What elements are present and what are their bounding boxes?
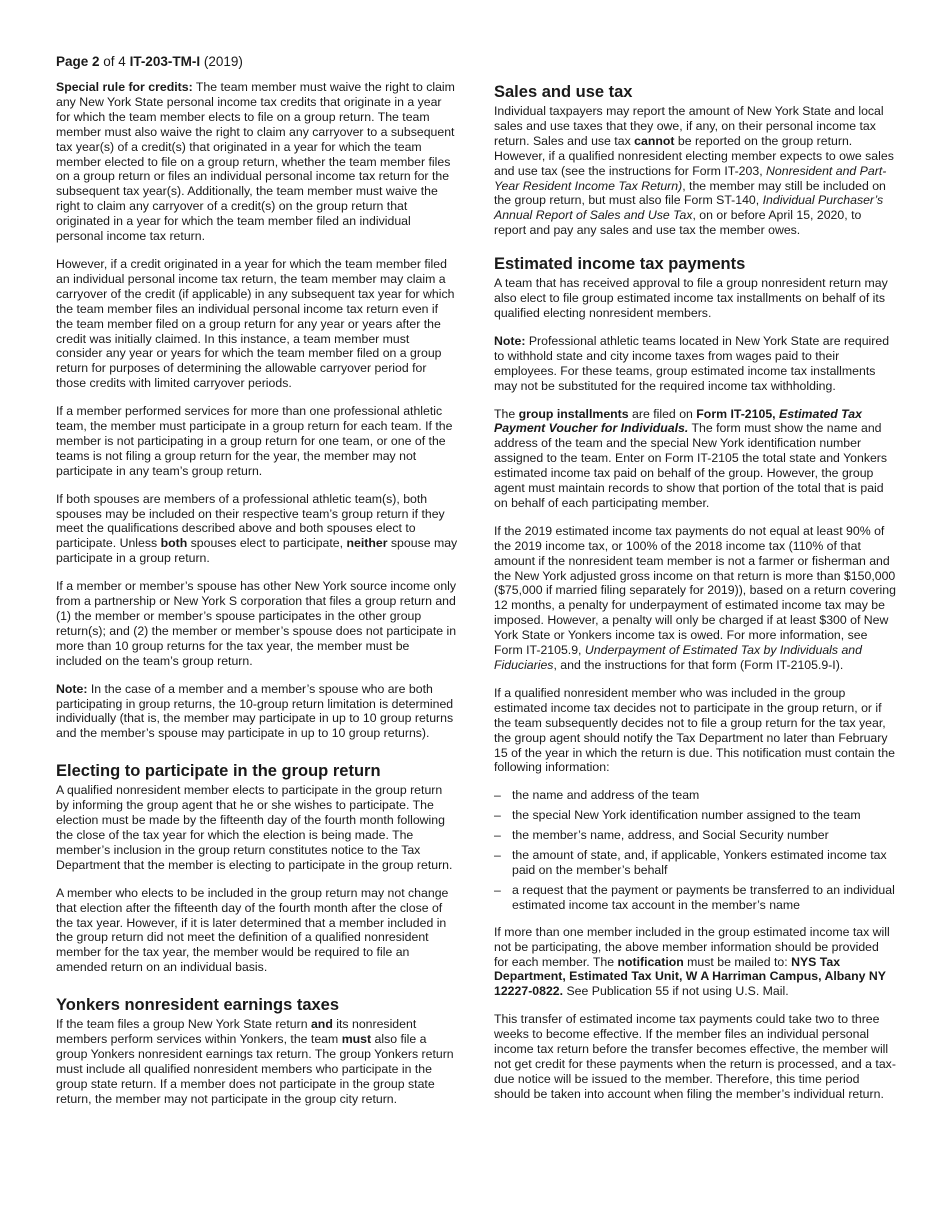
mailing-text-notification: notification [617,954,684,969]
mailing-text-c: must be mailed to: [683,954,792,969]
sales-text-e: , the member may still be included on the group return, but must also file Form ST-140, [494,178,886,208]
page-number: Page 2 [56,54,100,69]
spouses-text-a: If both spouses are members of a professional athletic team(s), both spouses may be included on their respective team’s group return if they meet the qualifications described above and both spouses elect to participate. Unless [56,491,445,551]
installments-text-a: The [494,406,519,421]
heading-electing: Electing to participate in the group return [56,762,381,781]
mailing-address: NYS Tax Department, Estimated Tax Unit, W A Harriman Campus, Albany NY 12227-0822. [494,954,886,999]
right-column [494,80,896,1115]
estimated-note-text: Professional athletic teams located in New York State are required to withhold state and city income taxes from wages paid to their employees. For these teams, group estimated income tax installments may not be substituted for the required income tax withholding. [494,333,890,393]
installments-text-c: are filed on [628,406,697,421]
yonkers-text-c: its nonresident members perform services within Yonkers, the team [56,1017,417,1047]
special-rule-lead: Special rule for credits: [56,80,193,94]
installments-text-title: Estimated Tax Payment Voucher for Individuals. [494,406,862,436]
estimated-note-lead: Note: [494,333,526,348]
page-header [56,54,243,70]
sales-text-c: be reported on the group return. However, if a qualified nonresident electing member expects to owe sales and use tax (see the instructions for Form IT-203, [494,133,894,178]
spouses-text-both: both [160,536,188,551]
special-rule-text: The team member must waive the right to claim any New York State personal income tax credits that originate in a year for which the team member elects to file on a group return. The team member must also waive the right to claim any carryover to a subsequent tax year(s) of a credit(s) that originated in a year for which the team member elected to file on a group return, whether the team member files on a group return or files an individual personal income tax return for the subsequent tax year(s). Additionally, the team member must waive the right to claim any carryover of a credit(s) on the group return that originated in a year for which the team member filed an individual personal income tax return. [56,80,455,244]
sales-paragraph [494,104,896,238]
page-total: of 4 [99,54,130,69]
penalty-paragraph [494,524,896,673]
left-column [56,80,458,1120]
notification-paragraph: If a qualified nonresident member who was included in the group estimated income tax decides not to participate in the group return, or if the team subsequently decides not to file a group return for the tax year, the group agent should notify the Tax Department no later than February 15 of the year in which the return is due. This notification must contain the following information: [494,685,896,775]
installments-text-form: Form IT-2105, [696,406,779,421]
group-installments-paragraph [494,407,896,511]
list-item: – the amount of state, and, if applicable, Yonkers estimated income tax paid on the member’s behalf [494,848,896,878]
yonkers-text-e: also file a group Yonkers nonresident earnings tax return. The group Yonkers return must include all qualified nonresident members who participate in the group state return. If a member does not participate in the group state return, the member may not participate in the group city return. [56,1032,454,1106]
note-text: In the case of a member and a member’s spouse who are both participating in group returns, the 10-group return limitation is determined individually (that is, the member may participate in up to 10 group returns and the member’s spouse may participate in up to 10 group returns). [56,681,454,741]
yonkers-paragraph [56,1017,458,1106]
mailing-text-e: See Publication 55 if not using U.S. Mail. [563,984,789,999]
penalty-text-a: If the 2019 estimated income tax payments do not equal at least 90% of the 2019 income tax, or 100% of the 2018 income tax (110% of that amount if the nonresident team member is not a farmer or fisherman and the New York adjusted gross income on that return is more than $150,000 ($75,000 if married filing separately for 2019)), based on a return covering 12 months, a penalty for underpayment of estimated income tax may be imposed. However, a penalty will only be charged if at least $300 of New York State or Yonkers income tax is owed. For more information, see Form IT-2105.9, [494,523,896,658]
sales-text-st140-title: Individual Purchaser’s Annual Report of Sales and Use Tax [494,193,884,223]
heading-yonkers: Yonkers nonresident earnings taxes [56,996,340,1015]
sales-text-form-title: Nonresident and Part-Year Resident Income Tax Return) [494,163,887,193]
note-lead: Note: [56,681,88,696]
electing-paragraph-1: A qualified nonresident member elects to participate in the group return by informing the group agent that he or she wishes to participate. The election must be made by the fifteenth day of the fourth month following the close of the tax year for which the election is being made. The member’s inclusion in the group return constitutes notice to the Tax Department that the member is electing to participate in the group return. [56,783,453,872]
spouses-text-neither: neither [346,536,388,551]
mailing-paragraph [494,925,896,1000]
installments-text-f: The form must show the name and address of the team and the special New York identification number assigned to the team. Enter on Form IT-2105 the total state and Yonkers estimated income tax paid on behalf of the group. However, the group agent must maintain records to show that portion of the total that is paid on behalf of each participating member. [494,421,888,510]
estimated-note-paragraph [494,334,896,394]
list-item: – a request that the payment or payments be transferred to an individual estimated income tax account in the member’s name [494,883,896,913]
heading-sales-use-tax: Sales and use tax [494,83,633,101]
list-item: – the member’s name, address, and Social Security number [494,828,896,843]
penalty-text-form-title: Underpayment of Estimated Tax by Individuals and Fiduciaries [494,643,862,672]
yonkers-text-a: If the team files a group New York State return [56,1017,311,1032]
installments-text-b: group installments [518,406,629,421]
notification-list [494,788,896,912]
yonkers-text-and: and [310,1017,333,1032]
special-rule-paragraph [56,80,458,244]
transfer-paragraph: This transfer of estimated income tax payments could take two to three weeks to become effective. If the member files an individual personal income tax return before the transfer becomes effective, the member will not get credit for these payments when the return is processed, and a tax-due notice will be issued to the member. Therefore, this time period should be taken into account when filing the member’s individual return. [494,1012,896,1101]
other-income-paragraph: If a member or member’s spouse has other New York source income only from a partnership or New York S corporation that files a group return and (1) the member or member’s spouse participates in the other group return(s); and (2) the member or member’s spouse does not participate in more than 10 group returns for the tax year, the member must be included on the team’s group return. [56,579,457,668]
list-item: – the name and address of the team [494,788,896,803]
sales-text-g: , on or before April 15, 2020, to report and pay any sales and use tax the member owes. [494,208,862,238]
note-paragraph [56,682,458,742]
yonkers-text-must: must [341,1032,372,1047]
spouses-text-e: spouse may participate in a group return. [56,536,458,566]
multiple-teams-paragraph: If a member performed services for more than one professional athletic team, the member must participate in a group return for each team. If the member is not participating in a group return for one team, or one of the teams is not filing a group return for the year, the member may not participate in any team’s group return. [56,404,453,478]
penalty-text-c: , and the instructions for that form (Form IT-2105.9-I). [553,658,844,672]
spouses-paragraph [56,492,458,567]
form-year: (2019) [200,54,243,69]
sales-text-a: Individual taxpayers may report the amount of New York State and local sales and use taxes that they owe, if any, on their personal income tax return. Sales and use tax [494,104,884,148]
estimated-paragraph-1: A team that has received approval to file a group nonresident return may also elect to file group estimated income tax installments on behalf of its qualified electing nonresident members. [494,276,888,320]
mailing-text-a: If more than one member included in the group estimated income tax will not be participating, the above member information should be provided for each member. The [494,924,890,969]
carryover-paragraph: However, if a credit originated in a year for which the team member filed an individual personal income tax return, the team member may claim a carryover of the credit (if applicable) in any subsequent tax year for which the team member files an individual personal income tax return even if the team member filed on a group return for any year or years after the credit was initially claimed. In this instance, a team member must consider any year or years for which the team member filed on a group return for purposes of determining the allowable carryover period for those credits with limited carryover periods. [56,256,455,391]
spouses-text-c: spouses elect to participate, [187,536,347,551]
list-item: – the special New York identification number assigned to the team [494,808,896,823]
sales-text-cannot: cannot [634,133,675,148]
form-id: IT-203-TM-I [129,54,201,69]
electing-paragraph-2: A member who elects to be included in the group return may not change that election after the fifteenth day of the fourth month after the close of the tax year. However, if it is later determined that a member included in the group return did not meet the definition of a qualified nonresident member for the tax year, the member would be required to file an amended return on an individual basis. [56,885,449,975]
heading-estimated-tax: Estimated income tax payments [494,255,746,274]
